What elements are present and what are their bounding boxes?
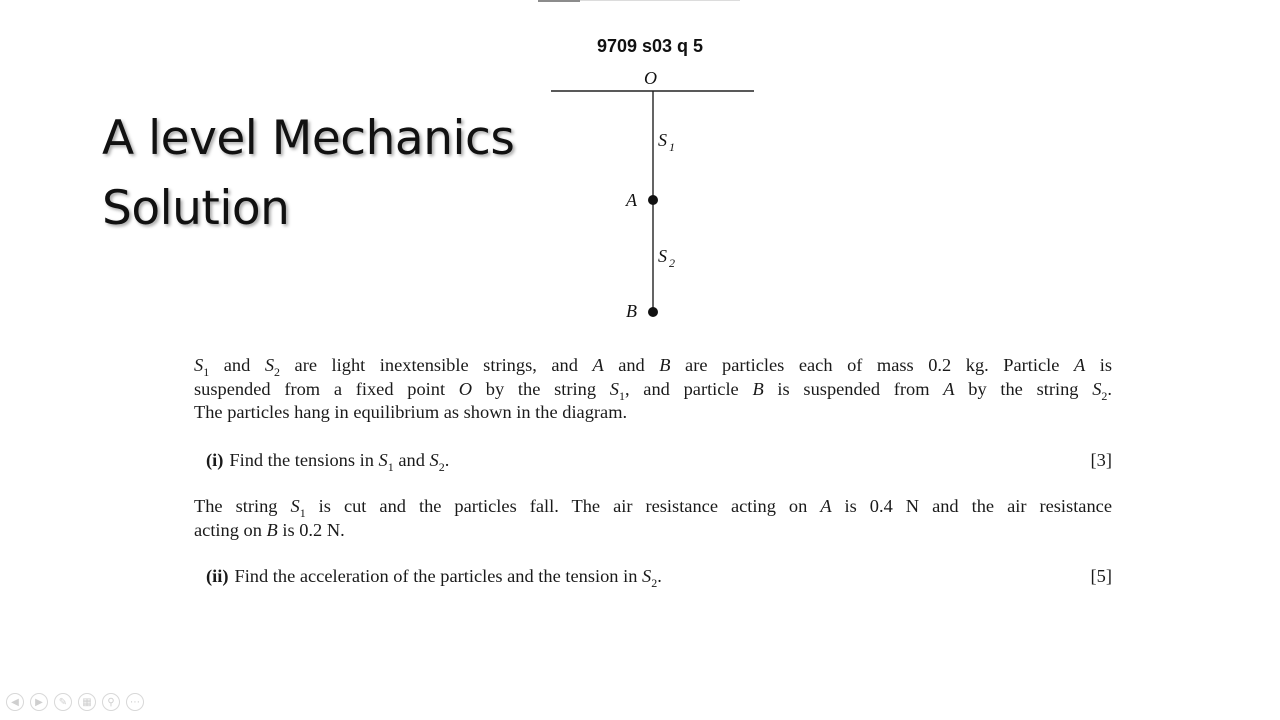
label-s2-sub: 2: [669, 256, 675, 270]
intro-line-1: $S_1$ and $S_2$ are light inextensible strings, and A and B are particles each of mass 0.2 kg. Particle A is: [194, 355, 1112, 379]
more-icon[interactable]: ⋯: [126, 693, 144, 711]
part-i-number: (i): [206, 450, 224, 470]
intro-line-3: The particles hang in equilibrium as shown in the diagram.: [194, 402, 628, 422]
slide-title-line-2: Solution: [102, 181, 290, 236]
label-o: O: [644, 68, 657, 88]
particle-a: [648, 195, 658, 205]
next-icon[interactable]: ▶: [30, 693, 48, 711]
particle-b: [648, 307, 658, 317]
slide-title: [102, 104, 514, 244]
part-ii-marks: [5]: [1090, 566, 1112, 586]
middle-paragraph: [194, 495, 1112, 542]
label-b: B: [626, 301, 637, 321]
part-i: (i) Find the tensions in $S_1$ and $S_2$. [3]: [206, 450, 1112, 474]
label-s2: S: [658, 246, 667, 266]
middle-line-2: acting on B is 0.2 N.: [194, 519, 345, 540]
question-reference: 9709 s03 q 5: [596, 36, 704, 56]
slideshow-nav-bar: [6, 693, 144, 715]
middle-line-1: The string $S_1$ is cut and the particles fall. The air resistance acting on A is 0.4 N and the air resistance: [194, 496, 1112, 520]
slide-title-line-1: A level Mechanics: [102, 111, 515, 166]
label-s1: S: [658, 130, 667, 150]
top-edge-marker: [538, 0, 580, 2]
strings-diagram: [540, 60, 770, 330]
intro-paragraph: [194, 354, 1112, 425]
previous-icon[interactable]: ◀: [6, 693, 24, 711]
part-i-marks: [3]: [1090, 450, 1112, 470]
pen-icon[interactable]: ✎: [54, 693, 72, 711]
label-s1-sub: 1: [669, 140, 675, 154]
label-a: A: [626, 190, 637, 210]
intro-line-2: suspended from a fixed point O by the string $S_1$, and particle B is suspended from A by the string $S_2$.: [194, 378, 1113, 403]
slides-icon[interactable]: ▦: [78, 693, 96, 711]
zoom-icon[interactable]: ⚲: [102, 693, 120, 711]
part-ii-number: (ii): [206, 566, 229, 586]
part-ii: (ii) Find the acceleration of the particles and the tension in $S_2$. [5]: [206, 566, 1112, 590]
